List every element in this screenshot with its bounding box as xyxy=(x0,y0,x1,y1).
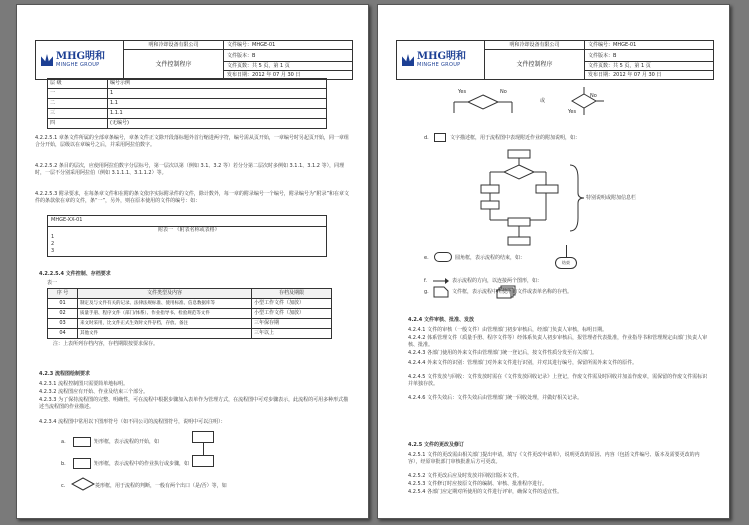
table-label: 表一 xyxy=(47,280,58,286)
process-example xyxy=(192,455,214,467)
logo-cell xyxy=(36,41,124,80)
end-node: 结束 xyxy=(555,257,577,269)
company-logo-text: MHG明和 xyxy=(56,51,106,62)
no-label: No xyxy=(590,93,597,99)
paragraph: 4.2.5.3 文件修订时应按原文件的编制、审核、批准程序进行。 xyxy=(408,481,548,487)
paragraph: 4.2.4.4 外来文件的识别：管理部门对外来文件进行识别，并对其进行编号，保留所需外来文件的原件。 xyxy=(408,360,638,366)
symbol-label: c. xyxy=(61,483,66,489)
paragraph: 4.2.2.5.1 章条文件所属的全部章条编号，章条文件正文除开段落标题外首行缩进两字符，编号需从页开始，一章编号时另起页开始，同一章组合分开始，层级以在章编号之后，并采用阿拉伯数字。 xyxy=(35,135,349,148)
table-row: 02 质量手册、程序文件（部门/体系）、作业指导书、检验规范等文件 小型工作文件（加放） xyxy=(48,309,332,319)
paragraph: 4.2.4.6 文件失效后：文件失效后由管理部门统一回收处理，并做好相关记录。 xyxy=(408,395,583,401)
no-label: No xyxy=(500,89,507,95)
bracket-icon xyxy=(568,163,588,233)
example-cell: 1.1.1 xyxy=(108,109,327,119)
paragraph: 4.2.3.1 流程控制图只需要简单地标明。 xyxy=(39,381,129,387)
paragraph: 4.2.2.5.3 附录要求，在每条章文件和在附的条文依序实际附录件的文件，除计数外，每一章的附录编号一个编号，附录编号为“附录”和在章文件的条款依在章的文件，条“一”，另外，则在原本使用的文件的编号：如： xyxy=(35,191,350,204)
document-header xyxy=(35,40,353,80)
doc-number: 文件编号：MHGE-01 xyxy=(585,41,714,50)
document-header xyxy=(396,40,714,80)
document-icon xyxy=(433,286,449,298)
paragraph: 4.2.5.2 文件更改后应及时发放并回收旧版本文件。 xyxy=(408,473,523,479)
symbol-label: a. xyxy=(61,439,66,445)
logo-icon xyxy=(402,54,414,66)
doc-date: 发布日期：2012 年 07 月 30 日 xyxy=(224,71,353,80)
form-line: 3 xyxy=(51,248,55,254)
section-heading: 4.2.3 流程图绘制要求 xyxy=(39,371,90,377)
symbol-desc: 表示流程的方向，以连接两个图形，如： xyxy=(452,278,543,284)
table-row: 01 制定及与文件有关的记录、法律法规标准、使用标准、信息数据库等 小型工作文件（加放） xyxy=(48,299,332,309)
end-symbol xyxy=(434,252,452,262)
symbol-label: g. xyxy=(424,289,429,295)
callout-text: 特别说明或附加信息栏 xyxy=(586,195,637,201)
start-symbol xyxy=(73,437,91,447)
form-number: MHGE-XX-01 xyxy=(51,217,83,223)
level-cell: 一 xyxy=(48,89,108,99)
paragraph: 4.2.4.3 各部门使用的外来文件由管理部门统一登记后，按文件性质分发至有关部门。 xyxy=(408,350,598,356)
yes-label: Yes xyxy=(568,109,577,115)
level-table xyxy=(47,78,327,129)
table-header: 存档及期限 xyxy=(252,289,332,299)
note-symbol xyxy=(434,133,446,142)
doc-number: 文件编号：MHGE-01 xyxy=(224,41,353,50)
level-header: 层 级 xyxy=(48,79,108,89)
symbol-label: f. xyxy=(424,278,427,284)
symbol-desc: 文件框，表示流程中所使用的文件或表单名称的存档。 xyxy=(452,289,573,295)
paragraph: 4.2.4.2 体系管理文件（质量手册、程序文件等）经体系负责人初步审核后，报管理者代表批准，作业指导书和管理规定由部门负责人审核、批准。 xyxy=(408,335,708,348)
document-title: 文件控制程序 xyxy=(124,50,224,80)
sample-flowchart xyxy=(478,145,568,255)
doc-version: 文件版本：B xyxy=(585,50,714,62)
doc-date: 发布日期：2012 年 07 月 30 日 xyxy=(585,71,714,80)
form-title: 附表一 《附表名称或表格》 xyxy=(158,227,220,233)
document-page-1 xyxy=(16,4,369,519)
symbol-desc: 矩形框，表示流程的开始，如 xyxy=(94,439,160,445)
paragraph: 4.2.5.1 文件的更改需由相关部门提出申请，填写《文件更改申请单》，说明更改的原因、内容（包括文件编号、版本及需要更改的内容），经原审批部门审核批准后方可更改。 xyxy=(408,452,700,465)
example-header: 编号示例 xyxy=(108,79,327,89)
symbol-desc: 文字描述框，用于流程图中表现附近作业的附加说明，如： xyxy=(450,135,581,141)
table-header: 文件类型及内容 xyxy=(78,289,252,299)
level-cell: 三 xyxy=(48,109,108,119)
symbol-desc: 菱形框，用于流程的判断，一般有两个出口（是/否）等，如 xyxy=(95,483,227,489)
table-header: 序 号 xyxy=(48,289,78,299)
symbol-label: e. xyxy=(424,255,429,261)
company-logo-en: MINGHE GROUP xyxy=(56,62,100,68)
example-cell: 1 xyxy=(108,89,327,99)
or-label: 或 xyxy=(540,98,546,104)
example-cell: (无编号) xyxy=(108,119,327,129)
company-logo-text: MHG明和 xyxy=(417,51,467,62)
process-symbol xyxy=(73,458,91,469)
company-logo-en: MINGHE GROUP xyxy=(417,62,461,68)
section-heading: 4.2.2.5.4 文件控制、存档要求 xyxy=(39,271,111,277)
symbol-desc: 圆角框，表示流程的结束，如： xyxy=(455,255,526,261)
level-cell: 四 xyxy=(48,119,108,129)
level-cell: 二 xyxy=(48,99,108,109)
paragraph: 4.2.3.2 流程图应有开始、作业及结束三个部分。 xyxy=(39,389,149,395)
company-name: 明和冷却设备有限公司 xyxy=(485,41,585,50)
arrow-icon xyxy=(433,277,449,285)
company-name: 明和冷却设备有限公司 xyxy=(124,41,224,50)
form-line: 2 xyxy=(51,241,55,247)
logo-icon xyxy=(41,54,53,66)
symbol-label: b. xyxy=(61,461,66,467)
symbol-label: d. xyxy=(424,135,429,141)
example-cell: 1.1 xyxy=(108,99,327,109)
paragraph: 4.2.5.4 各部门应定期对所使用的文件进行评审，确保文件的适宜性。 xyxy=(408,489,563,495)
table-note: 注：上表所列存档内容，存档期限按要求保存。 xyxy=(53,341,159,347)
table-row: 04 其他文件 三年以上 xyxy=(48,329,332,339)
doc-pages: 文件页数：共 5 页，第 1 页 xyxy=(224,62,353,71)
logo-cell xyxy=(397,41,485,80)
start-example xyxy=(192,431,214,443)
doc-version: 文件版本：B xyxy=(224,50,353,62)
section-heading: 4.2.4 文件审核、批准、发放 xyxy=(408,317,474,323)
symbol-desc: 矩形框，表示流程中的作业执行或步骤，如 xyxy=(94,461,190,467)
table-row: 03 来文时采用，比文件正式生效时文件存档，存放、备注 三年保存期 xyxy=(48,319,332,329)
form-sample xyxy=(47,215,327,257)
paragraph: 4.2.3.4 流程图中常用以下图形符号（如不同公司的流程图符号，说明中可以注明）： xyxy=(39,419,226,425)
paragraph: 4.2.3.3 为了保持流程图的完整、明确性，可在流程中根据步骤加入表单作为管理方式，在流程图中可对步骤表示，此流程的可用多种形式描述当流程图的作业描述。 xyxy=(39,397,349,410)
yes-label: Yes xyxy=(458,89,467,95)
paragraph: 4.2.4.5 文件发放与回收：文件发放时需在《文件发放回收记录》上登记，作废文件需及时回收并加盖作废章，需保留的作废文件需标识并单独存放。 xyxy=(408,374,708,387)
section-heading: 4.2.5 文件的更改及修订 xyxy=(408,442,464,448)
archive-table xyxy=(47,288,332,339)
paragraph: 4.2.2.5.2 条目的层次，应使用阿拉伯数字分层标号，第一层次以第（例如 3.1、3.2 等）若分分第二层次时多例如 3.1.1、3.1.2 等），同理时，一层不分别采用阿拉伯（例如 3.1.1.1、3.1.1.2）等。 xyxy=(35,163,345,176)
form-line: 1 xyxy=(51,234,55,240)
document-page-2 xyxy=(377,4,730,519)
paragraph: 4.2.4.1 文件的审核（一般文件）由管理部门初步审核后，经部门负责人审核，标明日期。 xyxy=(408,327,608,333)
decision-symbol xyxy=(71,477,95,491)
document-title: 文件控制程序 xyxy=(485,50,585,80)
doc-pages: 文件页数：共 5 页，第 1 页 xyxy=(585,62,714,71)
